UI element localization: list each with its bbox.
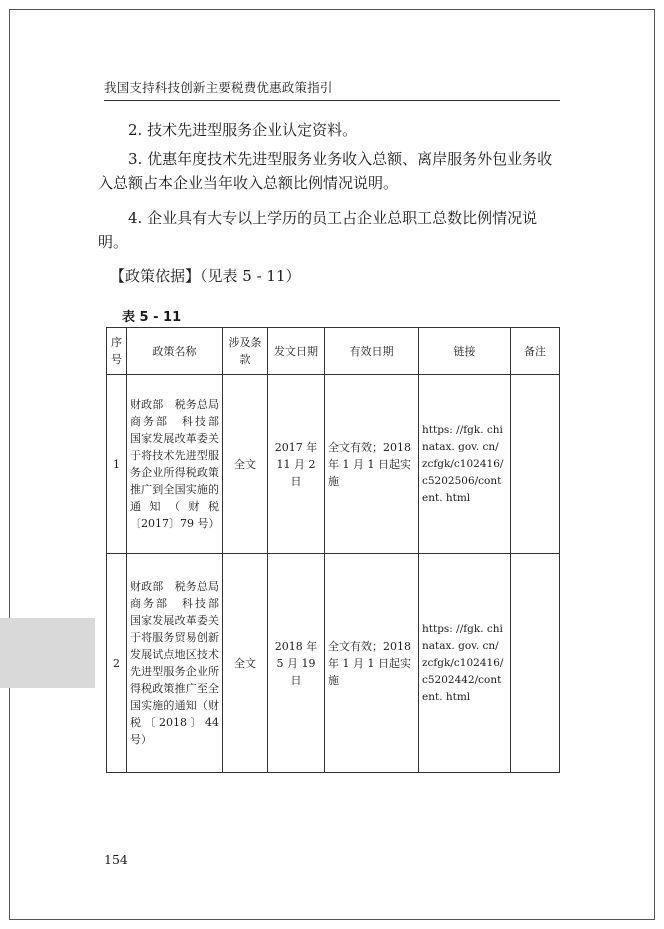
page-number: 154	[104, 852, 128, 867]
table-row	[107, 554, 560, 773]
cell-note	[511, 554, 560, 773]
header-issue-date: 发文日期	[268, 328, 325, 375]
running-header: 我国支持科技创新主要税费优惠政策指引	[104, 80, 333, 95]
cell-validity: 全文有效；2018 年 1 月 1 日起实施	[325, 375, 419, 554]
paragraph-item-2: 2. 技术先进型服务企业认定资料。	[128, 121, 358, 139]
header-rule	[104, 100, 560, 101]
cell-validity: 全文有效；2018 年 1 月 1 日起实施	[325, 554, 419, 773]
cell-issue-date: 2017 年 11 月 2 日	[268, 375, 325, 554]
cell-link: https: //fgk. chinatax. gov. cn/ zcfgk/c102416/ c5202506/content. html	[419, 375, 511, 554]
paragraph-item-4: 4. 企业具有大专以上学历的员工占企业总职工总数比例情况说明。	[98, 209, 538, 251]
header-note: 备注	[511, 328, 560, 375]
table-caption: 表 5 - 11	[122, 310, 182, 325]
cell-policy-name: 财政部 税务总局 商务部 科技部 国家发展改革委关于将服务贸易创新发展试点地区技术先进型服务企业所得税政策推广至全国实施的通知（财税〔2018〕44 号）	[127, 554, 223, 773]
cell-note	[511, 375, 560, 554]
header-seq: 序号	[107, 328, 127, 375]
paragraph-item-3: 3. 优惠年度技术先进型服务业务收入总额、离岸服务外包业务收入总额占本企业当年收入总额比例情况说明。	[98, 150, 553, 192]
header-policy-name: 政策名称	[127, 328, 223, 375]
policy-table	[106, 327, 560, 773]
header-validity: 有效日期	[325, 328, 419, 375]
table-row	[107, 375, 560, 554]
cell-policy-name: 财政部 税务总局 商务部 科技部 国家发展改革委关于将技术先进型服务企业所得税政策推广到全国实施的通知（财税〔2017〕79 号）	[127, 375, 223, 554]
cell-seq: 2	[107, 554, 127, 773]
cell-clause: 全文	[223, 375, 268, 554]
policy-basis-line: 【政策依据】（见表 5 - 11）	[110, 267, 301, 285]
cell-seq: 1	[107, 375, 127, 554]
header-link: 链接	[419, 328, 511, 375]
cell-link: https: //fgk. chinatax. gov. cn/ zcfgk/c102416/ c5202442/content. html	[419, 554, 511, 773]
cell-clause: 全文	[223, 554, 268, 773]
chapter-thumb-tab	[0, 618, 95, 688]
cell-issue-date: 2018 年 5 月 19 日	[268, 554, 325, 773]
header-clause: 涉及条款	[223, 328, 268, 375]
table-header-row	[107, 328, 560, 375]
